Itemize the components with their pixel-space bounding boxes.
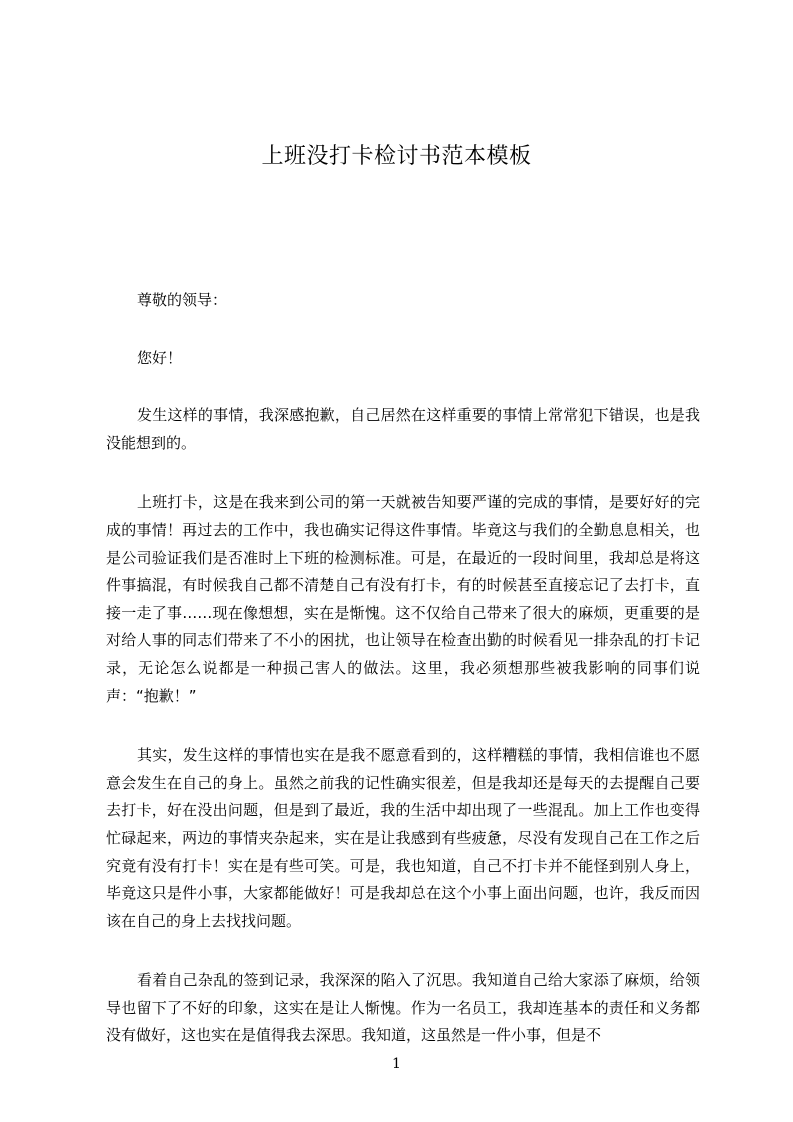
paragraph-spacer <box>106 315 700 345</box>
paragraph-2: 上班打卡，这是在我来到公司的第一天就被告知要严谨的完成的事情，是要好好的完成的事情！再过去的工作中，我也确实记得这件事情。毕竟这与我们的全勤息息相关，也是公司验证我们是否准时上下班的检测标准。可是，在最近的一段时间里，我却总是将这件事搞混，有时候我自己都不清楚自己有没有打卡，有的时候甚至直接忘记了去打卡，直接一走了事……现在像想想，实在是惭愧。这不仅给自己带来了很大的麻烦，更重要的是对给人事的同志们带来了不小的困扰，也让领导在检查出勤的时候看见一排杂乱的打卡记录，无论怎么说都是一种损己害人的做法。这里，我必须想那些被我影响的同事们说声：“抱歉！” <box>106 493 700 705</box>
paragraph-1: 发生这样的事情，我深感抱歉，自己居然在这样重要的事情上常常犯下错误，也是我没能想到的。 <box>106 406 700 452</box>
salutation: 尊敬的领导： <box>137 291 228 309</box>
document-body <box>106 287 700 1050</box>
page-number: 1 <box>392 1056 401 1072</box>
paragraph-4: 看着自己杂乱的签到记录，我深深的陷入了沉思。我知道自己给大家添了麻烦，给领导也留下了不好的印象，这实在是让人惭愧。作为一名员工，我却连基本的责任和义务都没有做好，这也实在是值得我去深思。我知道，这虽然是一件小事，但是不 <box>106 971 700 1045</box>
document-title: 上班没打卡检讨书范本模板 <box>261 144 532 169</box>
paragraph-spacer <box>106 710 700 742</box>
paragraph-spacer <box>106 372 700 402</box>
greeting: 您好！ <box>137 348 183 367</box>
paragraph-spacer <box>106 457 700 489</box>
paragraph-spacer <box>106 935 700 967</box>
paragraph-3: 其实，发生这样的事情也实在是我不愿意看到的，这样糟糕的事情，我相信谁也不愿意会发生在自己的身上。虽然之前我的记性确实很差，但是我却还是每天的去提醒自己要去打卡，好在没出问题，但是到了最近，我的生活中却出现了一些混乱。加上工作也变得忙碌起来，两边的事情夹杂起来，实在是让我感到有些疲惫，尽没有发现自己在工作之后究竟有没有打卡！实在是有些可笑。可是，我也知道，自己不打卡并不能怪到别人身上，毕竟这只是件小事，大家都能做好！可是我却总在这个小事上面出问题，也许，我反而因该在自己的身上去找找问题。 <box>106 746 700 930</box>
